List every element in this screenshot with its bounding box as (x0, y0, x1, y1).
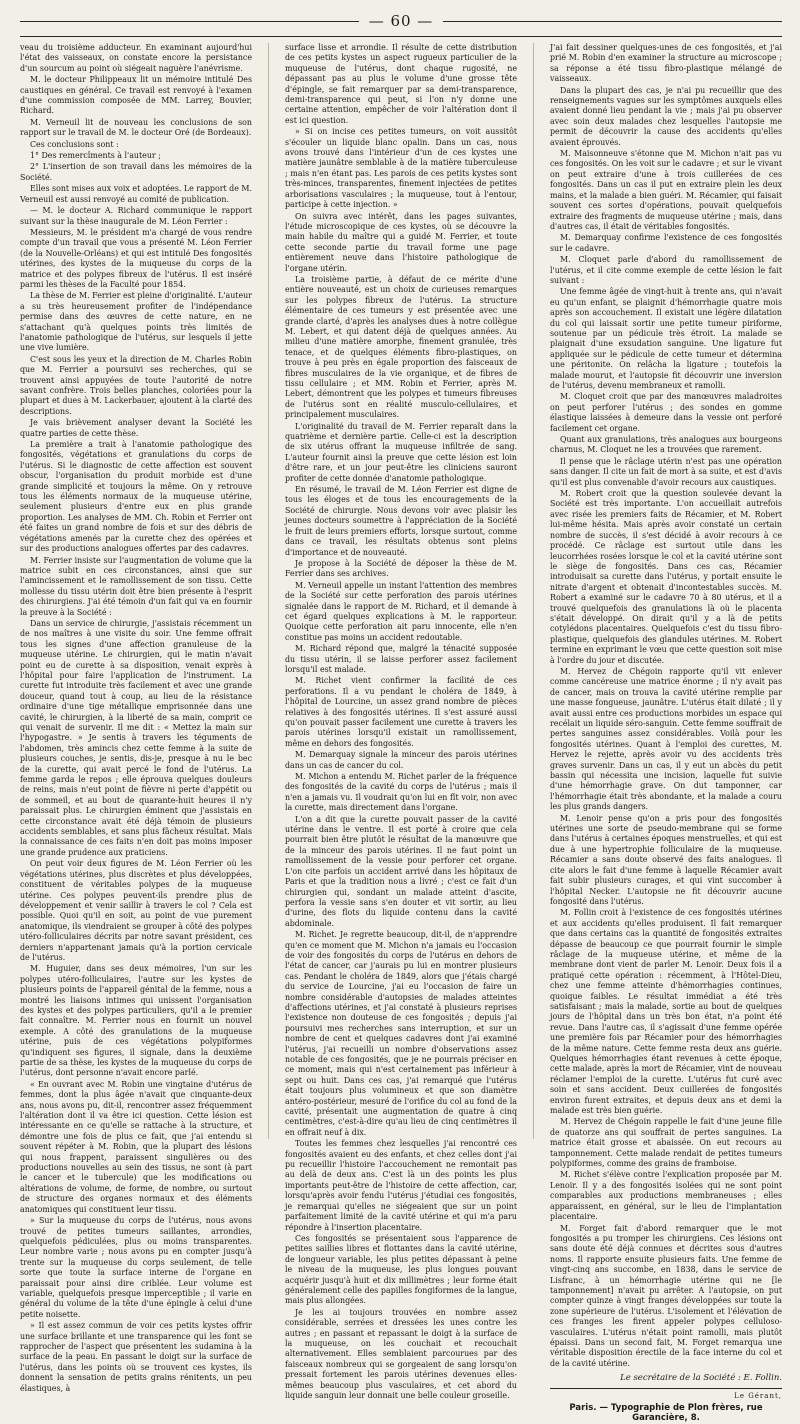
paragraph: En résumé, le travail de M. Léon Ferrier est digne de tous les éloges et de tous les encouragements de la Société de chirurgie. Nous devons voir avec plaisir les jeunes docteurs soumettre à l'appréciation de la Société le fruit de leurs premiers efforts, lorsque surtout, comme dans ce travail, les résultats obtenus sont pleins d'importance et de nouveauté. (285, 485, 517, 557)
paragraph: veau du troisième adducteur. En examinant aujourd'hui l'état des vaisseaux, on constate encore la persistance d'un sourcum au point où siégeait naguère l'anévrisme. (20, 43, 252, 73)
paragraph: M. Hervez de Chégoin rappelle le fait d'une jeune fille de quatorze ans qui souffrait de pertes sanguines. La matrice était grosse et abaissée. On eut recours au tamponnement. Cette malade rendait de petites tumeurs polypiformes, comme des grains de framboise. (550, 1117, 782, 1169)
paragraph: « En ouvrant avec M. Robin une vingtaine d'utérus de femmes, dont la plus âgée n'avait que cinquante-deux ans, nous avons pu, dit-il, rencontrer assez fréquemment l'altération dont il va être ici question. Cette lésion est intéressante en ce qu'elle se rattache à la structure, et démontre une fois de plus ce fait, que j'ai entendu si souvent répéter à M. Robin, que la plupart des lésions qui nous frappent, paraissent singulières ou des productions nouvelles au sein des tissus, ne sont (à part le cancer et le tubercule) que les modifications ou altérations de volume, de forme, de nombre, ou surtout de structure des organes normaux et des éléments anatomiques qui constituent leur tissu. (20, 1079, 252, 1214)
footer-rule (550, 1388, 782, 1389)
paragraph: 2° L'insertion de son travail dans les mémoires de la Société. (20, 162, 252, 182)
column-divider (533, 43, 534, 1139)
paragraph: M. Richard répond que, malgré la ténacité supposée du tissu utérin, il se laisse perforer assez facilement lorsqu'il est malade. (285, 644, 517, 674)
paragraph: M. Verneuil appelle un instant l'attention des membres de la Société sur cette perforation des parois utérines signalée dans le rapport de M. Richard, et il demande à cet égard quelques explications à M. le rapporteur. Quoique cette perforation ait paru innocente, elle n'en constitue pas moins un accident redoutable. (285, 580, 517, 642)
paragraph: J'ai fait dessiner quelques-unes de ces fongosités, et j'ai prié M. Robin d'en examiner la structure au microscope ; sa réponse a été tissu fibro-plastique mélangé de vaisseaux. (550, 43, 782, 84)
right-column-body (550, 43, 782, 1369)
paragraph: Elles sont mises aux voix et adoptées. Le rapport de M. Verneuil est aussi renvoyé au comité de publication. (20, 184, 252, 204)
paragraph: M. le docteur Philippeaux lit un mémoire intitulé Des caustiques en général. Ce travail est renvoyé à l'examen d'une commission composée de MM. Larrey, Bouvier, Richard. (20, 75, 252, 116)
paragraph: Ces fongosités se présentaient sous l'apparence de petites saillies libres et flottantes dans la cavité utérine, de longueur variable, les plus petites dépassant à peine le niveau de la muqueuse, les plus longues pouvant acquérir jusqu'à huit et dix millimètres ; leur forme était généralement celle des papilles fongiformes de la langue, mais plus allongées. (285, 1233, 517, 1306)
paragraph: Messieurs, M. le président m'a chargé de vous rendre compte d'un travail que vous a présenté M. Léon Ferrier (de la Nouvelle-Orléans) et qui est intitulé Des fongosités utérines, des kystes de la muqueuse du corps de la matrice et des polypes fibreux de l'utérus. Il est inséré parmi les thèses de la Faculté pour 1854. (20, 227, 252, 289)
middle-column (285, 43, 517, 1400)
paragraph: M. Follin croit à l'existence de ces fongosités utérines et aux accidents qu'elles produisent. Il fait remarquer que dans certains cas la quantité de fongosités extraites dépasse de beaucoup ce que pourrait fournir le simple râclage de la muqueuse utérine, et même de la membrane dont vient de parler M. Lenoir. Deux fois il a pratiqué cette opération : récemment, à l'Hôtel-Dieu, chez une femme atteinte d'hémorrhagies continues, quoique faibles. Le résultat immédiat a été très satisfaisant ; mais la malade, sortie au bout de quelques jours de l'hôpital dans un très bon état, n'a point été revue. Dans l'autre cas, il s'agissait d'une femme opérée une première fois par Récamier pour des hémorrhagies de la même nature. Cette femme resta deux ans guérie. Quelques hémorrhagies étant revenues à cette époque, cette malade, après la mort de Récamier, vint de nouveau réclamer l'emploi de la curette. L'utérus fut curé avec soin et sans accident. Deux cuillerées de fongosités environ furent extraites, et depuis deux ans et demi la malade est très bien guérie. (550, 908, 782, 1116)
paragraph: M. Richet vient confirmer la facilité de ces perforations. Il a vu pendant le choléra de 1849, à l'hôpital de Lourcine, un assez grand nombre de pièces relatives à des fongosités utérines. Il s'est assuré aussi qu'on pouvait passer facilement une curette à travers les parois utérines lorsqu'il existait un ramollissement, même en dehors des fongosités. (285, 676, 517, 748)
paragraph: » Sur la muqueuse du corps de l'utérus, nous avons trouvé de petites tumeurs saillantes, arrondies, quelquefois pédiculées, plus ou moins transparentes. Leur nombre varie ; nous avons pu en compter jusqu'à trente sur la muqueuse du corps seulement, de telle sorte que toute la surface interne de l'organe en paraissait pour ainsi dire criblée. Leur volume est variable, quelquefois presque imperceptible ; il varie en général du volume de la tête d'une épingle à celui d'une petite noisette. (20, 1216, 252, 1319)
paragraph: Je vais brièvement analyser devant la Société les quatre parties de cette thèse. (20, 418, 252, 438)
gerant-label: Le Gérant, (734, 1391, 782, 1400)
printer-imprint: Paris. — Typographie de Plon frères, rue Garancière, 8. (569, 1403, 763, 1424)
paragraph: La thèse de M. Ferrier est pleine d'originalité. L'auteur a su très heureusement profiter de l'indépendance permise dans des œuvres de cette nature, en ne s'attachant qu'à quelques points très limités de l'anatomie pathologique de l'utérus, sur lesquels il jette une vive lumière. (20, 291, 252, 353)
text-columns (20, 43, 782, 1424)
column-divider (268, 43, 269, 1139)
paragraph: La troisième partie, à défaut de ce mérite d'une entière nouveauté, est un choix de curieuses remarques sur les polypes fibreux de l'utérus. La structure élémentaire de ces tumeurs y est présentée avec une grande clarté, d'après les analyses dues à notre collègue M. Lebert, et qui datent déjà de quelques années. Au milieu d'une matière amorphe, finement granulée, très tenace, et de quelques éléments fibro-plastiques, on trouve à peu près en égale proportion des faisceaux de fibres musculaires de la vie organique, et de fibres de tissu cellulaire ; et MM. Robin et Ferrier, après M. Lebert, démontrent que les polypes et tumeurs fibreuses de l'utérus sont en réalité musculo-cellulaires, et principalement musculaires. (285, 274, 517, 420)
paragraph: M. Richet s'élève contre l'explication proposée par M. Lenoir. Il y a des fongosités isolées qui ne sont point comparables aux productions membraneuses ; elles apparaissent, en général, sur le lieu de l'implantation placentaire. (550, 1170, 782, 1222)
paragraph: » Il est assez commun de voir ces petits kystes offrir une surface brillante et une transparence qui les font se rapprocher de l'aspect que présentent les sudamina à la surface de la peau. En passant le doigt sur la surface de l'utérus, dans les points où se trouvent ces kystes, ils donnent la sensation de petits grains rénitents, un peu élastiques, à (20, 1321, 252, 1393)
paragraph: M. Hervez de Chégoin rapporte qu'il vit enlever comme cancéreuse une matrice énorme ; il n'y avait pas de cancer, mais on trouva la cavité utérine remplie par une masse fongueuse, jaunâtre. L'utérus était dilaté ; il y avait aussi entre ces productions morbides un espace qui recélait un liquide séro-sanguin. Cette femme souffrait de pertes sanguines assez considérables. Voilà pour les fongosités utérines. Quant à l'emploi des curettes, M. Hervez le rejette, après avoir vu des accidents très graves survenir. Dans un cas, il y eut un abcès du petit bassin qui nécessita une incision, laquelle fut suivie d'une hémorrhagie grave. On dut tamponner, car l'hémorrhagie était très abondante, et la malade a couru les plus grands dangers. (550, 666, 782, 812)
header-rule-left (20, 21, 359, 22)
paragraph: M. Demarquay signale la minceur des parois utérines dans un cas de cancer du col. (285, 750, 517, 770)
paragraph: L'originalité du travail de M. Ferrier reparaît dans la quatrième et dernière partie. Celle-ci est la description de six utérus offrant la muqueuse infiltrée de sang. L'auteur fournit ainsi la preuve que cette lésion est loin d'être rare, et un jour peut-être les cliniciens sauront profiter de cette donnée d'anatomie pathologique. (285, 421, 517, 483)
header-rule-right (443, 21, 782, 22)
paragraph: M. Huguier, dans ses deux mémoires, l'un sur les polypes utéro-folliculaires, l'autre sur les kystes de plusieurs points de l'appareil génital de la femme, nous a montré les liaisons intimes qui unissent l'organisation des kystes et des polypes particuliers, qu'il a le premier fait connaître. M. Ferrier nous en fournit un nouvel exemple. A côté des granulations de la muqueuse utérine, puis de ces végétations polypiformes qu'indiquent ses figures, il signale, dans la deuxième partie de sa thèse, les kystes de la muqueuse du corps de l'utérus, dont personne n'avait encore parlé. (20, 964, 252, 1078)
paragraph: On suivra avec intérêt, dans les pages suivantes, l'étude microscopique de ces kystes, où se découvre la main habile du maître qui a guidé M. Ferrier, et toute cette seconde partie du travail forme une page entièrement neuve dans l'histoire pathologique de l'organe utérin. (285, 211, 517, 273)
paragraph: surface lisse et arrondie. Il résulte de cette distribution de ces petits kystes un aspect rugueux particulier de la muqueuse de l'utérus, dont chaque rugosité, ne dépassant pas au plus le volume d'une grosse tête d'épingle, se fait remarquer par sa demi-transparence, demi-transparence qui peut, si l'on n'y donne une certaine attention, empêcher de voir l'altération dont il est ici question. (285, 43, 517, 125)
paragraph: Toutes les femmes chez lesquelles j'ai rencontré ces fongosités avaient eu des enfants, et chez celles dont j'ai pu recueillir l'histoire l'accouchement ne remontait pas au delà de deux ans. C'est là un des points les plus importants peut-être de l'histoire de cette affection, car, lorsqu'après avoir fendu l'utérus j'étudiai ces fongosités, je remarquai qu'elles ne siégeaient que sur un point parfaitement limité de la cavité utérine et qui m'a paru répondre à l'insertion placentaire. (285, 1139, 517, 1232)
secretary-signature: Le secrétaire de la Société : E. Follin. (620, 1373, 782, 1384)
paragraph: Je les ai toujours trouvées en nombre assez considérable, serrées et dressées les unes contre les autres ; en passant et repassant le doigt à la surface de la muqueuse, on les couchait et recouchait alternativement. Elles semblaient parcourues par des faisceaux nombreux qui se gorgeaient de sang lorsqu'on pressait fortement les parois utérines devenues elles-mêmes beaucoup plus vasculaires, et cet abord du liquide sanguin leur donnait une belle couleur groseille. (285, 1307, 517, 1400)
paragraph: Ces conclusions sont : (30, 139, 119, 149)
paragraph: Je propose à la Société de déposer la thèse de M. Ferrier dans ses archives. (285, 558, 517, 579)
paragraph: M. Verneuil lit de nouveau les conclusions de son rapport sur le travail de M. le docteur Oré (de Bordeaux). (20, 117, 252, 138)
paragraph: Dans la plupart des cas, je n'ai pu recueillir que des renseignements vagues sur les symptômes auxquels elles avaient donné lieu pendant la vie ; mais j'ai pu observer avec soin deux malades chez lesquelles l'autopsie me permit de découvrir la cause des accidents qu'elles avaient éprouvés. (550, 85, 782, 147)
paragraph: 1° Des remercîments à l'auteur ; (30, 151, 161, 161)
paragraph: » Si on incise ces petites tumeurs, on voit aussitôt s'écouler un liquide blanc opalin. Dans un cas, nous avons trouvé dans l'intérieur d'un de ces kystes une matière jaunâtre semblable à de la matière tuberculeuse ; mais n'en étant pas. Les parois de ces petits kystes sont très-minces, transparentes, finement injectées de petites arborisations vasculaires ; la muqueuse, tout à l'entour, participe à cette injection. » (285, 127, 517, 210)
paragraph: C'est sous les yeux et la direction de M. Charles Robin que M. Ferrier a poursuivi ses recherches, qui se trouvent ainsi appuyées de toute l'autorité de notre savant confrère. Trois belles planches, coloriées pour la plupart et dues à M. Lackerbauer, ajoutent à la clarté des descriptions. (20, 354, 252, 416)
paragraph: M. Cloquet croit que par des manœuvres maladroites on peut perforer l'utérus ; des sondes en gomme élastique laissées à demeure dans la vessie ont perforé facilement cet organe. (550, 392, 782, 433)
paragraph: La première a trait à l'anatomie pathologique des fongosités, végétations et granulations du corps de l'utérus. Si le diagnostic de cette affection est souvent obscur, l'organisation du produit morbide est d'une grande simplicité et toujours la même. On y retrouve tous les éléments normaux de la muqueuse utérine, seulement plusieurs d'entre eux en plus grande proportion. Les analyses de MM. Ch. Robin et Ferrier ont été faites un grand nombre de fois et sur des débris de végétations amenés par la curette chez des opérées et sur des productions analogues offertes par des cadavres. (20, 440, 252, 554)
paragraph: M. Cloquet parle d'abord du ramollissement de l'utérus, et il cite comme exemple de cette lésion le fait suivant : (550, 255, 782, 285)
paragraph: M. Michon a entendu M. Richet parler de la fréquence des fongosités de la cavité du corps de l'utérus ; mais il n'en a jamais vu. Il voudrait qu'on lui en fît voir, non avec la curette, mais directement dans l'organe. (285, 772, 517, 813)
paragraph: M. Robert croit que la question soulevée devant la Société est très importante. L'on accueillait autrefois avec risée les premiers faits de Récamier, et M. Robert lui-même hésita. Mais après avoir constaté un certain nombre de succès, il s'est décidé à avoir recours à ce procédé. Ce râclage est surtout utile dans les leucorrhées rosées lorsque le col et la cavité utérine sont le siège de fongosités. Dans ces cas, Récamier introduisait sa curette dans l'utérus, y portait ensuite le nitrate d'argent et obtenait d'incontestables succès. M. Robert a examiné sur le cadavre 70 à 80 utérus, et il a trouvé quelquefois des granulations là où le placenta s'était développé. On dirait qu'il y a là de petits cotylédons placentaires. Quelquefois c'est du tissu fibro-plastique, quelquefois des glandules utérines. M. Robert termine en exprimant le vœu que cette question soit mise à l'ordre du jour et discutée. (550, 489, 782, 665)
page-header (20, 8, 782, 34)
paragraph: On peut voir deux figures de M. Léon Ferrier où les végétations utérines, plus discrètes et plus développées, constituent de véritables polypes de la muqueuse utérine. Ces polypes peuvent-ils prendre plus de développement et venir saillir à travers le col ? Cela est possible. Quoi qu'il en soit, au point de vue purement anatomique, ils viendraient se grouper à côté des polypes utéro-folliculaires décrits par notre savant président, ces derniers n'appartenant jamais qu'à la portion cervicale de l'utérus. (20, 859, 252, 962)
paragraph: Dans un service de chirurgie, j'assistais récemment un de nos maîtres à une visite du soir. Une femme offrait tous les signes d'une affection granuleuse de la muqueuse utérine. Le chirurgien, qui le matin n'avait point eu de curette à sa disposition, venait exprès à l'hôpital pour faire l'application de l'instrument. La curette fut introduite très facilement et avec une grande douceur, quand tout à coup, au lieu de la résistance ordinaire d'une tige métallique emprisonnée dans une cavité, le chirurgien, à la liberté de sa main, comprit ce qui venait de survenir. Il me dit : « Mettez la main sur l'hypogastre. » Je sentis à travers les téguments de l'abdomen, très amincis chez cette femme à la suite de plusieurs couches, je sentis, dis-je, presque à nu le bec de la curette, qui avait percé le fond de l'utérus. La femme garda le repos ; elle éprouva quelques douleurs de reins, mais n'eut point de fièvre ni perte d'appétit ou de sommeil, et au bout de quarante-huit heures il n'y paraissait plus. Le chirurgien éminent que j'assistais en cette circonstance avait été déjà témoin de plusieurs accidents semblables, et sans plus fâcheux résultat. Mais la connaissance de ces faits n'en doit pas moins imposer une grande prudence aux praticiens. (20, 618, 252, 857)
paragraph: M. Forget fait d'abord remarquer que le mot fongosités a pu tromper les chirurgiens. Ces lésions ont sans doute été déjà connues et décrites sous d'autres noms. Il rapporte ensuite plusieurs faits. Une femme de vingt-cinq ans succombe, en 1838, dans le service de Lisfranc, à un hémorrhagie utérine qui ne [le tamponnement] n'avait pu arrêter. A l'autopsie, on put compter quinze à vingt franges développées sur toute la zone supérieure de l'utérus. L'isolement et l'élévation de ces franges les firent appeler polypes celluloso-vasculaires. L'utérus n'était point ramolli, mais plutôt épaissi. Dans un second fait, M. Forget remarqua une véritable disposition érectile de la face interne du col et de la cavité utérine. (550, 1223, 782, 1368)
paragraph: Il pense que le râclage utérin n'est pas une opération sans danger. Il cite un fait de mort à sa suite, et est d'avis qu'il est plus convenable d'avoir recours aux caustiques. (550, 456, 782, 487)
paragraph: M. Demarquay confirme l'existence de ces fongosités sur le cadavre. (550, 233, 782, 253)
paragraph: M. Ferrier insiste sur l'augmentation de volume que la matrice subit en ces circonstances, ainsi que sur l'amincissement et le ramollissement de son tissu. Cette mollesse du tissu utérin doit être bien présente à l'esprit des chirurgiens. J'ai été témoin d'un fait qui va en fournir la preuve à la Société : (20, 555, 252, 617)
paragraph: — M. le docteur A. Richard communique le rapport suivant sur la thèse inaugurale de M. Léon Ferrier : (20, 206, 252, 226)
paragraph: Quant aux granulations, très analogues aux bourgeons charnus, M. Cloquet ne les a trouvées que rarement. (550, 435, 782, 455)
paragraph: Une femme âgée de vingt-huit à trente ans, qui n'avait eu qu'un enfant, se plaignit d'hémorrhagie quatre mois après son accouchement. Il existait une légère dilatation du col qui laissait sortir une petite tumeur piriforme, soutenue par un pédicule très étroit. La malade se plaignait d'une exsudation sanguine. Une ligature fut appliquée sur le pédicule de cette tumeur et détermina une péritonite. On relâcha la ligature ; toutefois la malade mourut, et l'autopsie fit découvrir une inversion de l'utérus, devenu membraneux et ramolli. (550, 287, 782, 390)
paragraph: L'on a dit que la curette pouvait passer de la cavité utérine dans le ventre. Il est porté à croire que cela pourrait bien être plutôt le résultat de la manœuvre que de la minceur des parois utérines. Il ne faut point un ramollissement de la vessie pour perforer cet organe. L'on cite parfois un accident arrivé dans les hôpitaux de Paris et que la tradition nous a livré ; c'est ce fait d'un chirurgien qui, sondant un malade atteint d'ascite, perfora la vessie sans s'en douter et vit sortir, au lieu d'urine, des flots du liquide contenu dans la cavité abdominale. (285, 814, 517, 928)
paragraph: M. Richet. Je regrette beaucoup, dit-il, de n'apprendre qu'en ce moment que M. Michon n'a jamais eu l'occasion de voir des fongosités du corps de l'utérus en dehors de l'état de cancer, car j'aurais pu lui en montrer plusieurs cas. Pendant le choléra de 1849, alors que j'étais chargé du service de Lourcine, j'ai eu l'occasion de faire un nombre considérable d'autopsies de malades atteintes d'affections utérines, et j'ai constaté à plusieurs reprises l'existence non douteuse de ces fongosités ; depuis j'ai poursuivi mes recherches sans interruption, et sur un nombre de cent et quelques cadavres dont j'ai examiné l'utérus, j'ai recueilli un nombre d'observations assez notable de ces fongosités, que je ne pourrais préciser en ce moment, mais qui n'est certainement pas inférieur à sept ou huit. Dans ces cas, j'ai remarqué que l'utérus était toujours plus volumineux et que son diamètre antéro-postérieur, mesuré de l'orifice du col au fond de la cavité, présentait une augmentation de quatre à cinq centimètres, c'est-à-dire qu'au lieu de cinq centimètres il en offrait neuf à dix. (285, 930, 517, 1137)
page-number: — 60 — (368, 12, 434, 30)
right-column (550, 43, 782, 1424)
paragraph: M. Maisonneuve s'étonne que M. Michon n'ait pas vu ces fongosités. On les voit sur le cadavre ; et sur le vivant on peut extraire d'une à trois cuillerées de ces fongosités. Dans un cas il put en extraire plein les deux mains, et la malade a bien guéri. M. Récamier, qui faisait souvent ces sortes d'opérations, pouvait quelquefois extraire des fragments de muqueuse utérine ; mais, dans d'autres cas, il était de véritables fongosités. (550, 149, 782, 231)
header-divider (20, 36, 782, 37)
paragraph: M. Lenoir pense qu'on a pris pour des fongosités utérines une sorte de pseudo-membrane qui se forme dans l'utérus à certaines époques menstruelles, et qui est due à une hypertrophie folliculaire de la muqueuse. Récamier a sans doute observé des faits analogues. Il cite alors le fait d'une femme à laquelle Récamier avait fait subir plusieurs curages, et qui vint succomber à l'hôpital Necker. L'autopsie ne fit découvrir aucune fongosité dans l'utérus. (550, 813, 782, 906)
left-column (20, 43, 252, 1393)
